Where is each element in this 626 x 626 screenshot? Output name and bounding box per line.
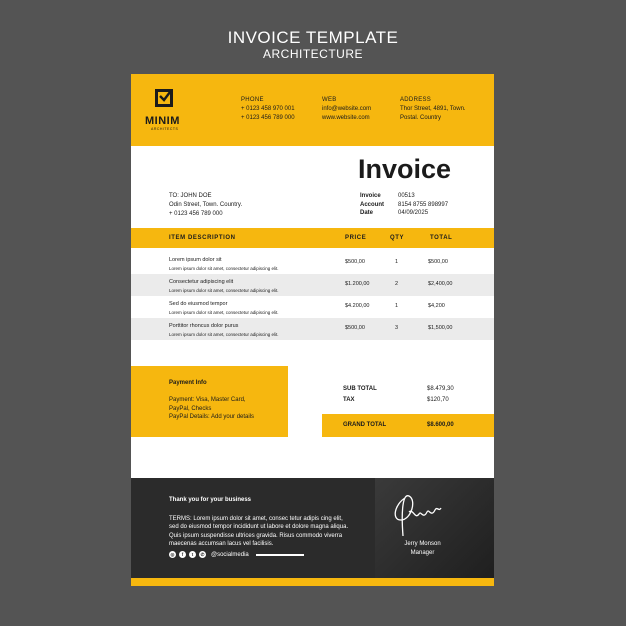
top-banner — [131, 74, 494, 146]
phone-label: PHONE — [241, 97, 264, 103]
web-label: WEB — [322, 97, 337, 103]
bill-to-address: Odin Street, Town. Country. — [169, 202, 243, 208]
table-row — [131, 296, 494, 318]
item-name: Consectetur adipiscing elit — [169, 279, 234, 285]
item-price: $500,00 — [345, 325, 365, 331]
twitter-icon[interactable]: t — [189, 551, 196, 558]
grand-total-bar — [322, 414, 494, 437]
item-qty: 3 — [395, 325, 399, 331]
item-qty: 1 — [395, 303, 399, 309]
item-qty: 1 — [395, 259, 399, 265]
item-name: Lorem ipsum dolor sit — [169, 257, 222, 263]
invoice-date: 04/09/2025 — [398, 210, 429, 217]
bill-to-name: TO: JOHN DOE — [169, 193, 212, 199]
signer-title: Manager — [410, 550, 435, 556]
subtotal-label: SUB TOTAL — [343, 386, 377, 392]
col-total: TOTAL — [430, 235, 453, 241]
invoice-heading: Invoice — [358, 154, 452, 184]
web-1: info@website.com — [322, 106, 372, 112]
item-total: $2,400,00 — [428, 281, 453, 287]
address-2: Postal. Country — [400, 115, 442, 121]
address-block — [400, 96, 466, 123]
invoice-meta — [360, 192, 448, 218]
footer-accent-bar — [131, 578, 494, 586]
item-price: $1.200,00 — [345, 281, 370, 287]
bill-to — [169, 192, 242, 219]
payment-line-2: PayPal, Checks — [169, 405, 212, 412]
brand-name: MINIM — [145, 115, 180, 127]
phone-block — [241, 96, 295, 123]
item-desc: Lorem ipsum dolor sit amet, consectetur adipiscing elit. — [169, 309, 279, 315]
item-price: $4.200,00 — [345, 303, 370, 309]
item-total: $4,200 — [428, 303, 445, 309]
brand-tagline: ARCHITECTS — [151, 127, 179, 131]
facebook-icon[interactable]: f — [179, 551, 186, 558]
footer — [131, 478, 494, 586]
account-label: Account — [360, 201, 384, 208]
item-name: Sed do eiusmod tempor — [169, 301, 228, 307]
address-label: ADDRESS — [400, 97, 432, 103]
item-desc: Lorem ipsum dolor sit amet, consectetur adipiscing elit. — [169, 331, 279, 337]
item-total: $1,500,00 — [428, 325, 453, 331]
instagram-icon[interactable]: ◎ — [170, 552, 175, 557]
checkbox-logo-icon — [155, 89, 173, 107]
table-row — [131, 252, 494, 274]
tax-value: $120,70 — [427, 397, 449, 403]
whatsapp-icon[interactable]: ✆ — [200, 552, 205, 557]
tax-label: TAX — [343, 397, 355, 403]
payment-line-1: Payment: Visa, Master Card, — [169, 397, 246, 403]
table-header — [131, 228, 494, 248]
social-links — [169, 551, 304, 558]
web-2: www.website.com — [322, 115, 370, 121]
phone-1: + 0123 458 970 001 — [241, 106, 295, 112]
col-price: PRICE — [345, 235, 367, 241]
grand-total-label: GRAND TOTAL — [343, 422, 387, 428]
payment-info — [131, 366, 288, 437]
item-qty: 2 — [395, 281, 399, 287]
col-item: ITEM DESCRIPTION — [169, 235, 236, 241]
table-row — [131, 318, 494, 340]
phone-2: + 0123 456 789 000 — [241, 115, 295, 121]
col-qty: QTY — [390, 235, 405, 241]
signer-name: Jerry Monson — [404, 541, 441, 547]
payment-line-3: PayPal Details: Add your details — [169, 414, 255, 421]
signer — [375, 540, 470, 558]
page-subtitle: ARCHITECTURE — [262, 47, 363, 61]
terms-text: TERMS: Lorem ipsum dolor sit amet, consec tetur adipis cing elit, sed do eiusmod tempor incididunt ut labore et dolore magna aliqua. Quis ipsum suspendisse ultrices gravida. Risus commodo viverra maecenas accumsan lacus vel facilisis. — [169, 516, 349, 548]
payment-title: Payment Info — [169, 380, 207, 386]
address-1: Thor Street, 4891, Town. — [400, 106, 466, 112]
subtotal-value: $8.479,30 — [427, 386, 454, 392]
divider-line — [256, 554, 304, 556]
signature-image — [387, 490, 447, 540]
item-desc: Lorem ipsum dolor sit amet, consectetur adipiscing elit. — [169, 265, 279, 271]
social-handle[interactable]: @socialmedia — [211, 551, 249, 558]
bill-to-phone: + 0123 456 789 000 — [169, 211, 223, 217]
invoice-document — [131, 74, 494, 586]
invoice-number: 00513 — [398, 193, 415, 199]
item-desc: Lorem ipsum dolor sit amet, consectetur adipiscing elit. — [169, 287, 279, 293]
table-row — [131, 274, 494, 296]
page-title: INVOICE TEMPLATE — [227, 28, 399, 47]
invoice-number-label: Invoice — [360, 193, 381, 199]
thank-you: Thank you for your business — [169, 497, 252, 503]
date-label: Date — [360, 210, 374, 217]
item-name: Porttitor rhoncus dolor purus — [169, 323, 239, 329]
item-price: $500,00 — [345, 259, 365, 265]
account-number: 8154 8755 898997 — [398, 201, 449, 208]
item-total: $500,00 — [428, 259, 448, 265]
web-block — [322, 96, 371, 123]
grand-total-value: $8.600,00 — [427, 422, 454, 428]
